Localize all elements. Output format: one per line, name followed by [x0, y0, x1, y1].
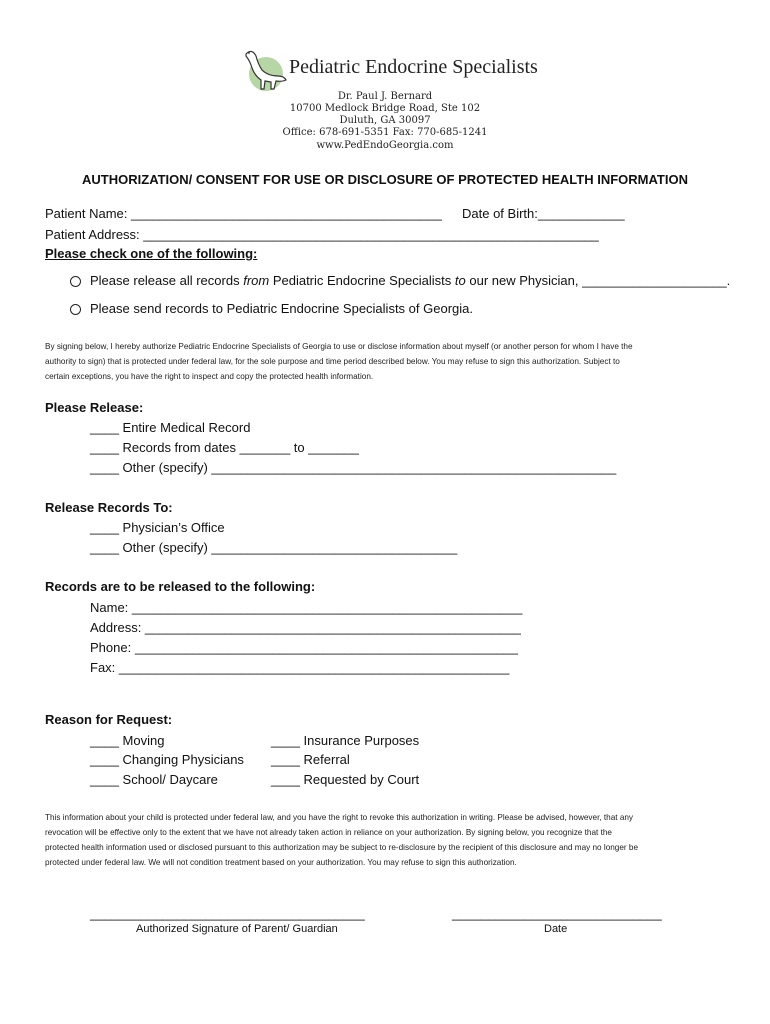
dob-field[interactable]: Date of Birth:____________ [462, 206, 625, 221]
release-records-radio[interactable] [70, 276, 81, 287]
date-label: Date [544, 923, 568, 935]
recipient-fax-field[interactable]: Fax: ______________________________________________________ [90, 660, 510, 675]
option1-from: from [243, 273, 270, 288]
reason-changing-physicians[interactable]: ____ Changing Physicians [90, 752, 244, 767]
reason-moving[interactable]: ____ Moving [90, 733, 165, 748]
signature-label: Authorized Signature of Parent/ Guardian [136, 923, 338, 935]
patient-name-field[interactable]: Patient Name: ___________________________________________ [45, 206, 442, 221]
option1-pre: Please release all records [90, 273, 244, 288]
release-to-physician[interactable]: ____ Physician’s Office [90, 520, 225, 535]
release-to-other[interactable]: ____ Other (specify) __________________________________ [90, 540, 458, 555]
doctor-name: Dr. Paul J. Bernard [337, 91, 433, 102]
reason-court[interactable]: ____ Requested by Court [271, 772, 420, 787]
signature-line[interactable]: ______________________________________ [90, 906, 365, 921]
reason-insurance[interactable]: ____ Insurance Purposes [271, 733, 420, 748]
recipient-address-field[interactable]: Address: ____________________________________________________ [90, 620, 521, 635]
release-to-heading: Release Records To: [45, 500, 173, 515]
website: www.PedEndoGeorgia.com [316, 140, 454, 151]
recipient-heading: Records are to be released to the following: [45, 579, 316, 594]
option-release-label [90, 273, 730, 288]
consent-line-3: certain exceptions, you have the right to inspect and copy the protected health information. [45, 372, 374, 381]
notice-line-1: This information about your child is protected under federal law, and you have the right to revoke this authorization in writing. Please be advised, however, that any [45, 813, 634, 822]
patient-address-field[interactable]: Patient Address: _______________________________________________________________ [45, 227, 599, 242]
reason-heading: Reason for Request: [45, 712, 173, 727]
reason-referral[interactable]: ____ Referral [271, 752, 350, 767]
org-name: Pediatric Endocrine Specialists [289, 56, 538, 78]
send-records-radio[interactable] [70, 304, 81, 315]
form-title: AUTHORIZATION/ CONSENT FOR USE OR DISCLOSURE OF PROTECTED HEALTH INFORMATION [82, 172, 688, 187]
release-heading: Please Release: [45, 400, 144, 415]
recipient-name-field[interactable]: Name: ______________________________________________________ [90, 600, 523, 615]
release-date-range[interactable]: ____ Records from dates _______ to _______ [90, 440, 359, 455]
reason-school-daycare[interactable]: ____ School/ Daycare [90, 772, 218, 787]
notice-line-2: revocation will be effective only to the extent that we have not already taken action in reliance on your authorization. By signing below, you recognize that the [45, 828, 612, 837]
notice-line-3: protected health information used or disclosed pursuant to this authorization may be subject to re-disclosure by the recipient of this disclosure and may no longer be [45, 843, 639, 852]
city-address: Duluth, GA 30097 [339, 115, 431, 126]
consent-line-2: authority to sign) that is protected under federal law, for the sole purpose and time period described below. You may refuse to sign this authorization. Subject to [45, 357, 620, 366]
notice-line-4: protected under federal law. We will not condition treatment based on your authorization. You may refuse to sign this authorization. [45, 858, 517, 867]
consent-line-1: By signing below, I hereby authorize Pediatric Endocrine Specialists of Georgia to use or disclose information about myself (or another person for whom I have the [45, 342, 633, 351]
release-other[interactable]: ____ Other (specify) ________________________________________________________ [90, 460, 617, 475]
option1-post: our new Physician, ____________________. [465, 273, 731, 288]
option-send-label: Please send records to Pediatric Endocrine Specialists of Georgia. [90, 301, 473, 316]
street-address: 10700 Medlock Bridge Road, Ste 102 [289, 103, 481, 114]
phone-fax: Office: 678-691-5351 Fax: 770-685-1241 [282, 127, 488, 138]
option1-to: to [454, 273, 466, 288]
check-heading: Please check one of the following: [45, 246, 258, 261]
date-line[interactable]: _____________________________ [452, 906, 662, 921]
option1-mid: Pediatric Endocrine Specialists [269, 273, 455, 288]
release-entire-record[interactable]: ____ Entire Medical Record [90, 420, 251, 435]
recipient-phone-field[interactable]: Phone: _____________________________________________________ [90, 640, 519, 655]
